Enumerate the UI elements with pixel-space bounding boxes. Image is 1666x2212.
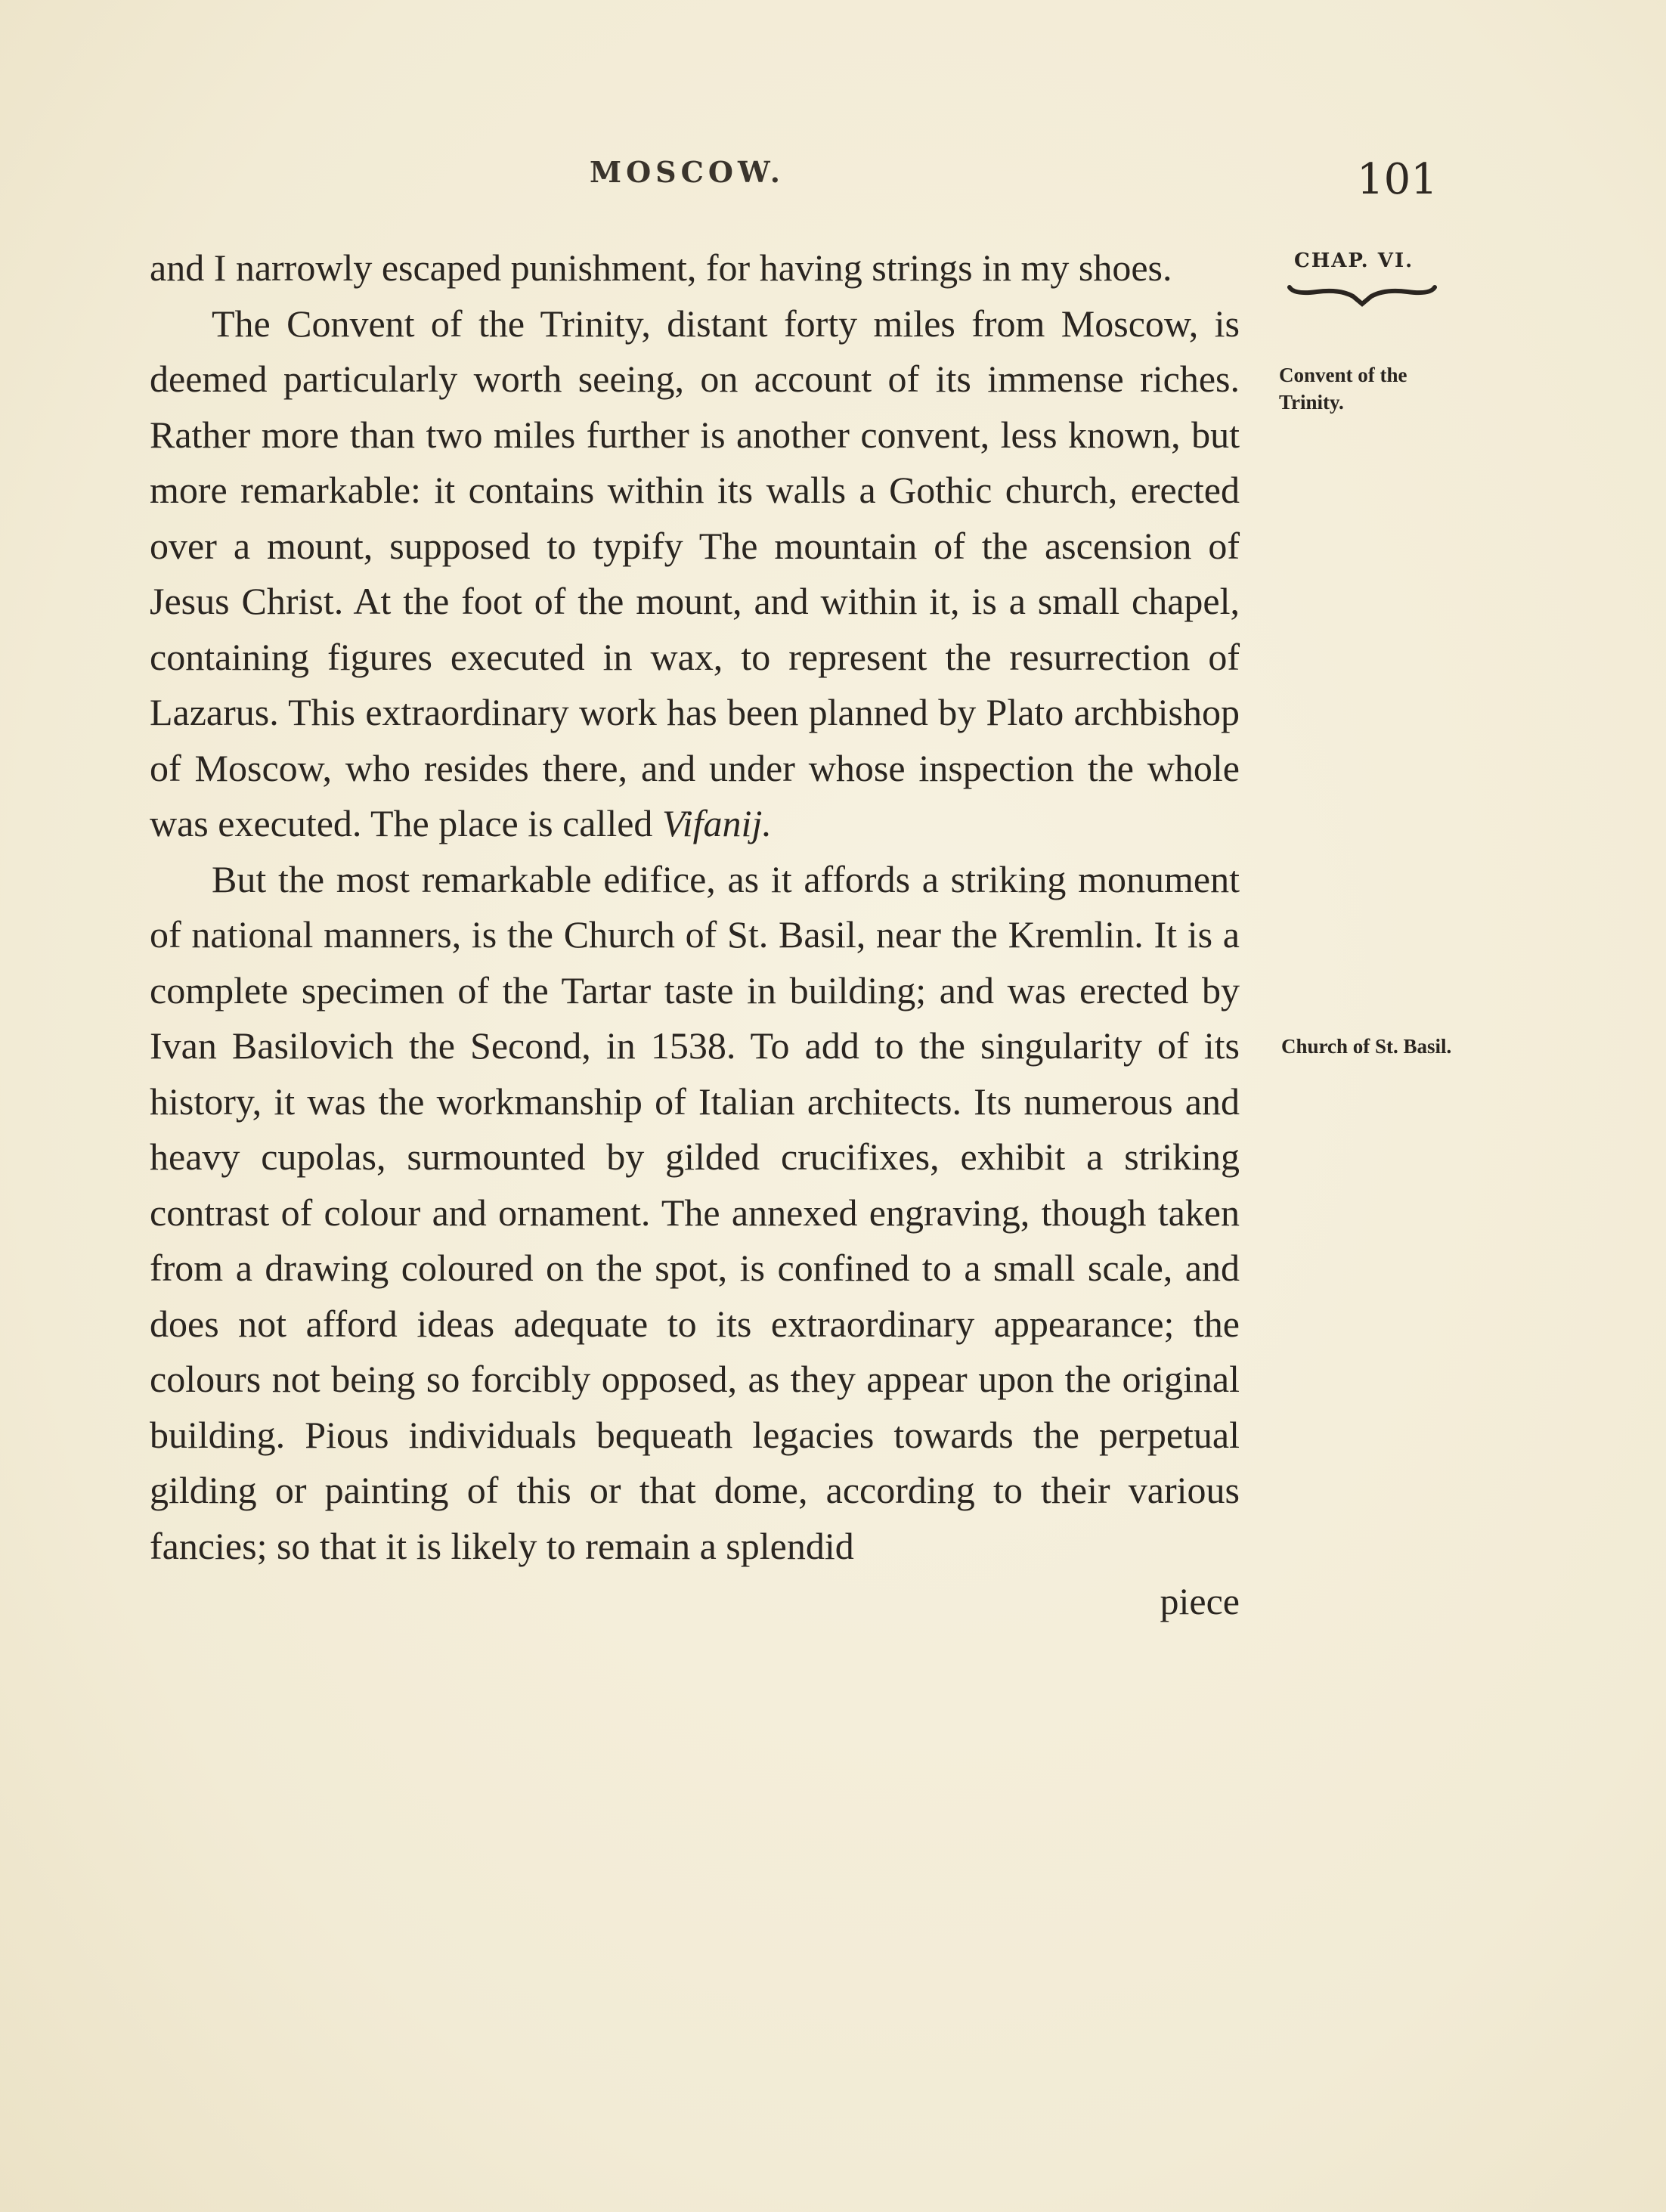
brace-ornament [1287,281,1438,308]
body-text [150,240,1240,1630]
sidenote-church-st-basil: Church of St. Basil. [1281,1035,1452,1058]
paragraph-2 [150,296,1240,852]
place-name-italic: Vifanij. [661,802,772,844]
chapter-marker: CHAP. VI. [1294,249,1414,272]
sidenote-convent-trinity: Convent of the Trinity. [1279,364,1407,414]
running-head: MOSCOW. [590,155,785,189]
paragraph-2-text: The Convent of the Trinity, distant forty miles from Moscow, is deemed particularly worth seeing, on account of its immense riches. Rather more than two miles further is another convent, less known, but more remarkable: it contains within its walls a Gothic church, erected over a mount, supposed to typify The mountain of the ascension of Jesus Christ. At the foot of the mount, and within it, is a small chapel, containing figures executed in wax, to represent the resurrection of Lazarus. This extraordinary work has been planned by Plato archbishop of Moscow, who resides there, and under whose inspection the whole was executed. The place is called [150,302,1240,844]
catchword: piece [1160,1580,1240,1622]
paragraph-1: and I narrowly escaped punishment, for having strings in my shoes. [150,246,1172,289]
paragraph-3: But the most remarkable edifice, as it affords a striking monument of national manners, is the Church of St. Basil, near the Kremlin. It is a complete specimen of the Tartar taste in building; and was erected by Ivan Basilovich the Second, in 1538. To add to the singularity of its history, it was the workmanship of Italian architects. Its numerous and heavy cupolas, surmounted by gilded crucifixes, exhibit a striking contrast of colour and ornament. The annexed engraving, though taken from a drawing coloured on the spot, is confined to a small scale, and does not afford ideas adequate to its extraordinary appearance; the colours not being so forcibly opposed, as they appear upon the original building. Pious individuals bequeath legacies towards the perpetual gilding or painting of this or that dome, according to their various fancies; so that it is likely to remain a splendid [150,857,1240,1567]
page-number: 101 [1357,155,1438,204]
